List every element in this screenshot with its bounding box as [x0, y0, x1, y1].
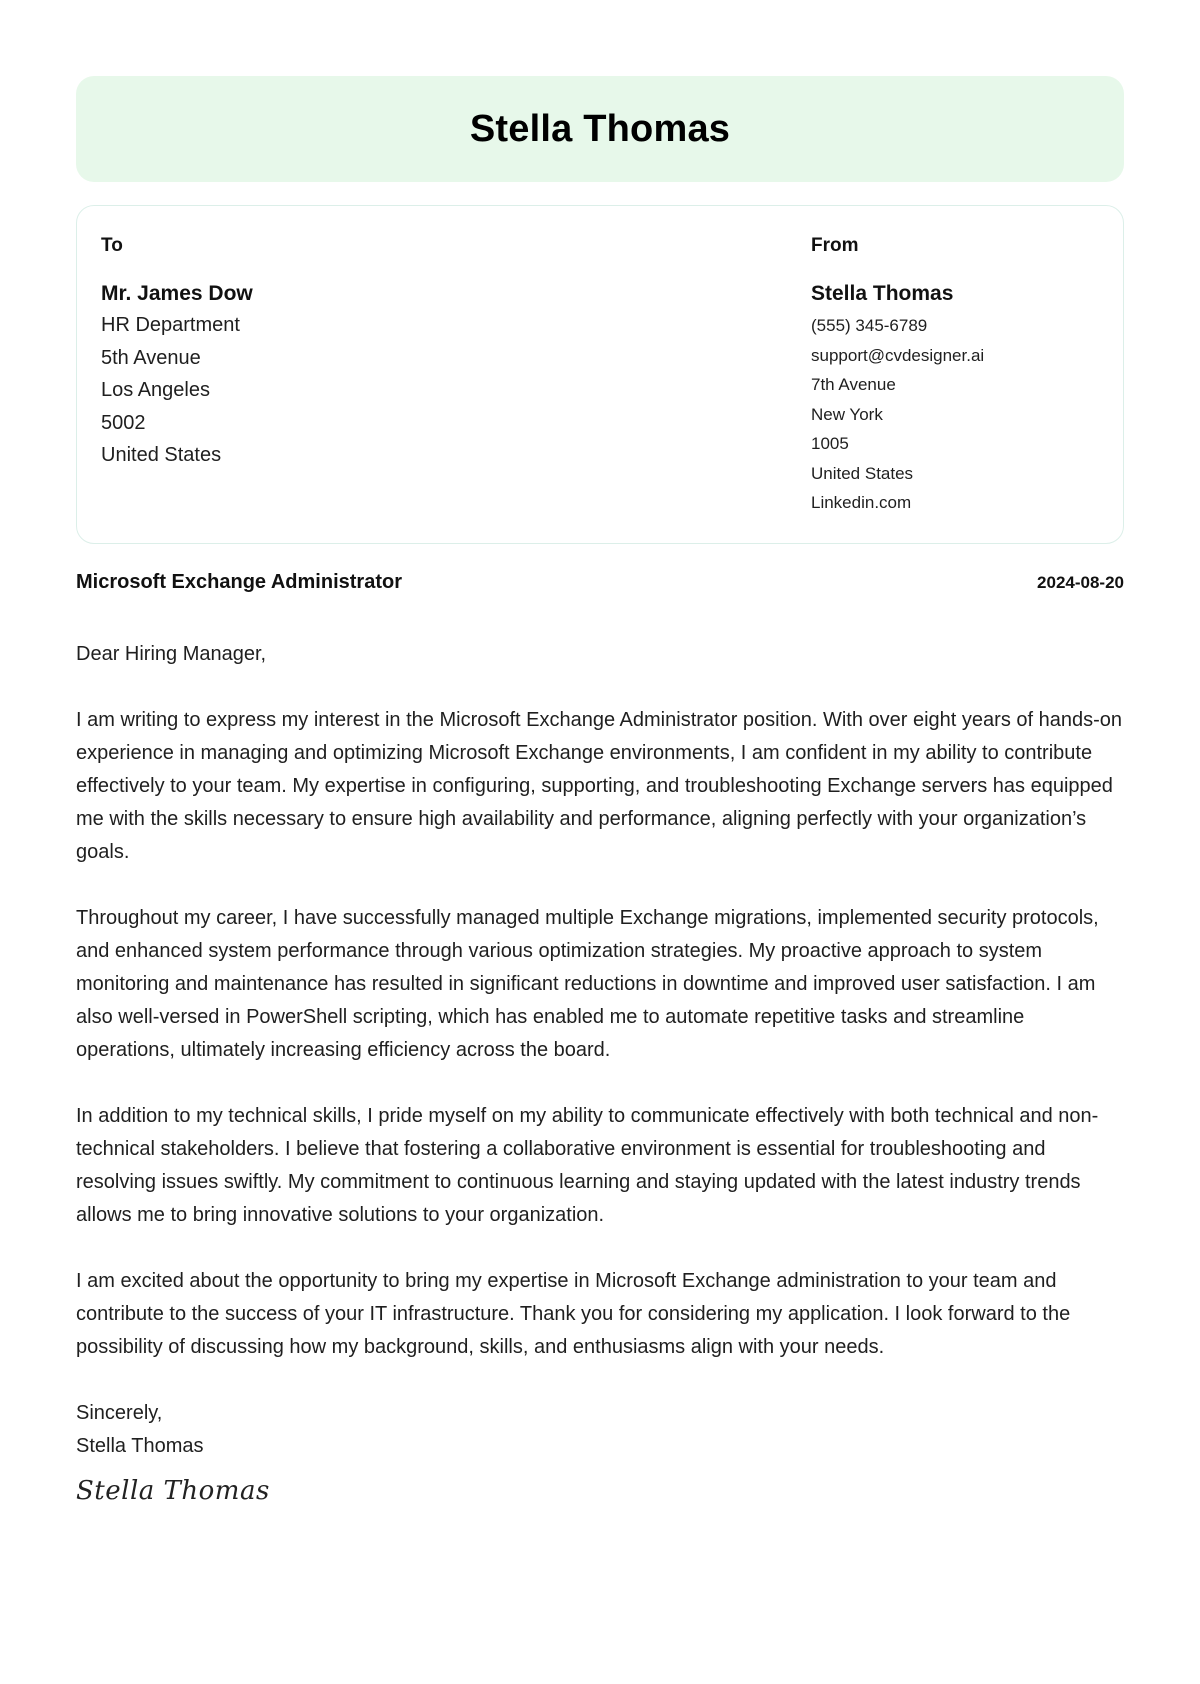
- recipient-line: United States: [101, 444, 222, 466]
- address-card: [76, 205, 1124, 544]
- body-paragraph: I am excited about the opportunity to bring my expertise in Microsoft Exchange administration to your team and contribute to the success of your IT infrastructure. Thank you for considering my application. I look forward to the possibility of discussing how my background, skills, and enthusiasms align with your needs.: [76, 1270, 1071, 1358]
- sender-block: [811, 234, 984, 518]
- sender-contact: [811, 311, 984, 518]
- sender-phone: (555) 345-6789: [811, 316, 928, 335]
- letter-date: 2024-08-20: [1037, 573, 1124, 592]
- recipient-address: [101, 309, 253, 472]
- body-paragraph: In addition to my technical skills, I pride myself on my ability to communicate effectively with both technical and non-technical stakeholders. I believe that fostering a collaborative environment is essential for troubleshooting and resolving issues swiftly. My commitment to continuous learning and staying updated with the latest industry trends allows me to bring innovative solutions to your organization.: [76, 1105, 1099, 1226]
- recipient-line: 5002: [101, 411, 146, 434]
- sender-line: 1005: [811, 434, 849, 453]
- handwritten-signature: Stella Thomas: [76, 1476, 270, 1506]
- signoff-name: Stella Thomas: [76, 1435, 204, 1457]
- recipient-line: Los Angeles: [101, 379, 210, 401]
- sender-email: support@cvdesigner.ai: [811, 345, 985, 365]
- body-paragraph: I am writing to express my interest in the Microsoft Exchange Administrator position. With over eight years of hands-on experience in managing and optimizing Microsoft Exchange environments, I am confident in my ability to contribute effectively to your team. My expertise in configuring, supporting, and troubleshooting Exchange servers has equipped me with the skills necessary to ensure high availability and performance, aligning perfectly with your organization’s goals.: [76, 709, 1123, 863]
- body-paragraph: Throughout my career, I have successfully managed multiple Exchange migrations, implemented security protocols, and enhanced system performance through various optimization strategies. My proactive approach to system monitoring and maintenance has resulted in significant reductions in downtime and improved user satisfaction. I am also well-versed in PowerShell scripting, which has enabled me to automate repetitive tasks and streamline operations, ultimately increasing efficiency across the board.: [76, 907, 1099, 1061]
- closing-block: [76, 1397, 1124, 1463]
- sender-heading: From: [811, 235, 859, 256]
- subject-row: [76, 571, 1124, 594]
- sender-line: 7th Avenue: [811, 375, 896, 394]
- recipient-block: [101, 234, 253, 472]
- sender-name: Stella Thomas: [811, 282, 954, 305]
- sender-line: United States: [811, 463, 914, 483]
- letter-subject: Microsoft Exchange Administrator: [76, 571, 402, 593]
- sender-linkedin: Linkedin.com: [811, 493, 912, 512]
- closing: Sincerely,: [76, 1402, 163, 1424]
- sender-line: New York: [811, 404, 883, 424]
- recipient-line: 5th Avenue: [101, 346, 201, 369]
- header-band: [76, 76, 1124, 182]
- recipient-heading: To: [101, 235, 123, 256]
- applicant-name: Stella Thomas: [469, 107, 731, 150]
- letter-body: [76, 638, 1124, 1508]
- recipient-line: HR Department: [101, 314, 240, 336]
- recipient-name: Mr. James Dow: [101, 282, 253, 305]
- greeting: Dear Hiring Manager,: [76, 643, 267, 665]
